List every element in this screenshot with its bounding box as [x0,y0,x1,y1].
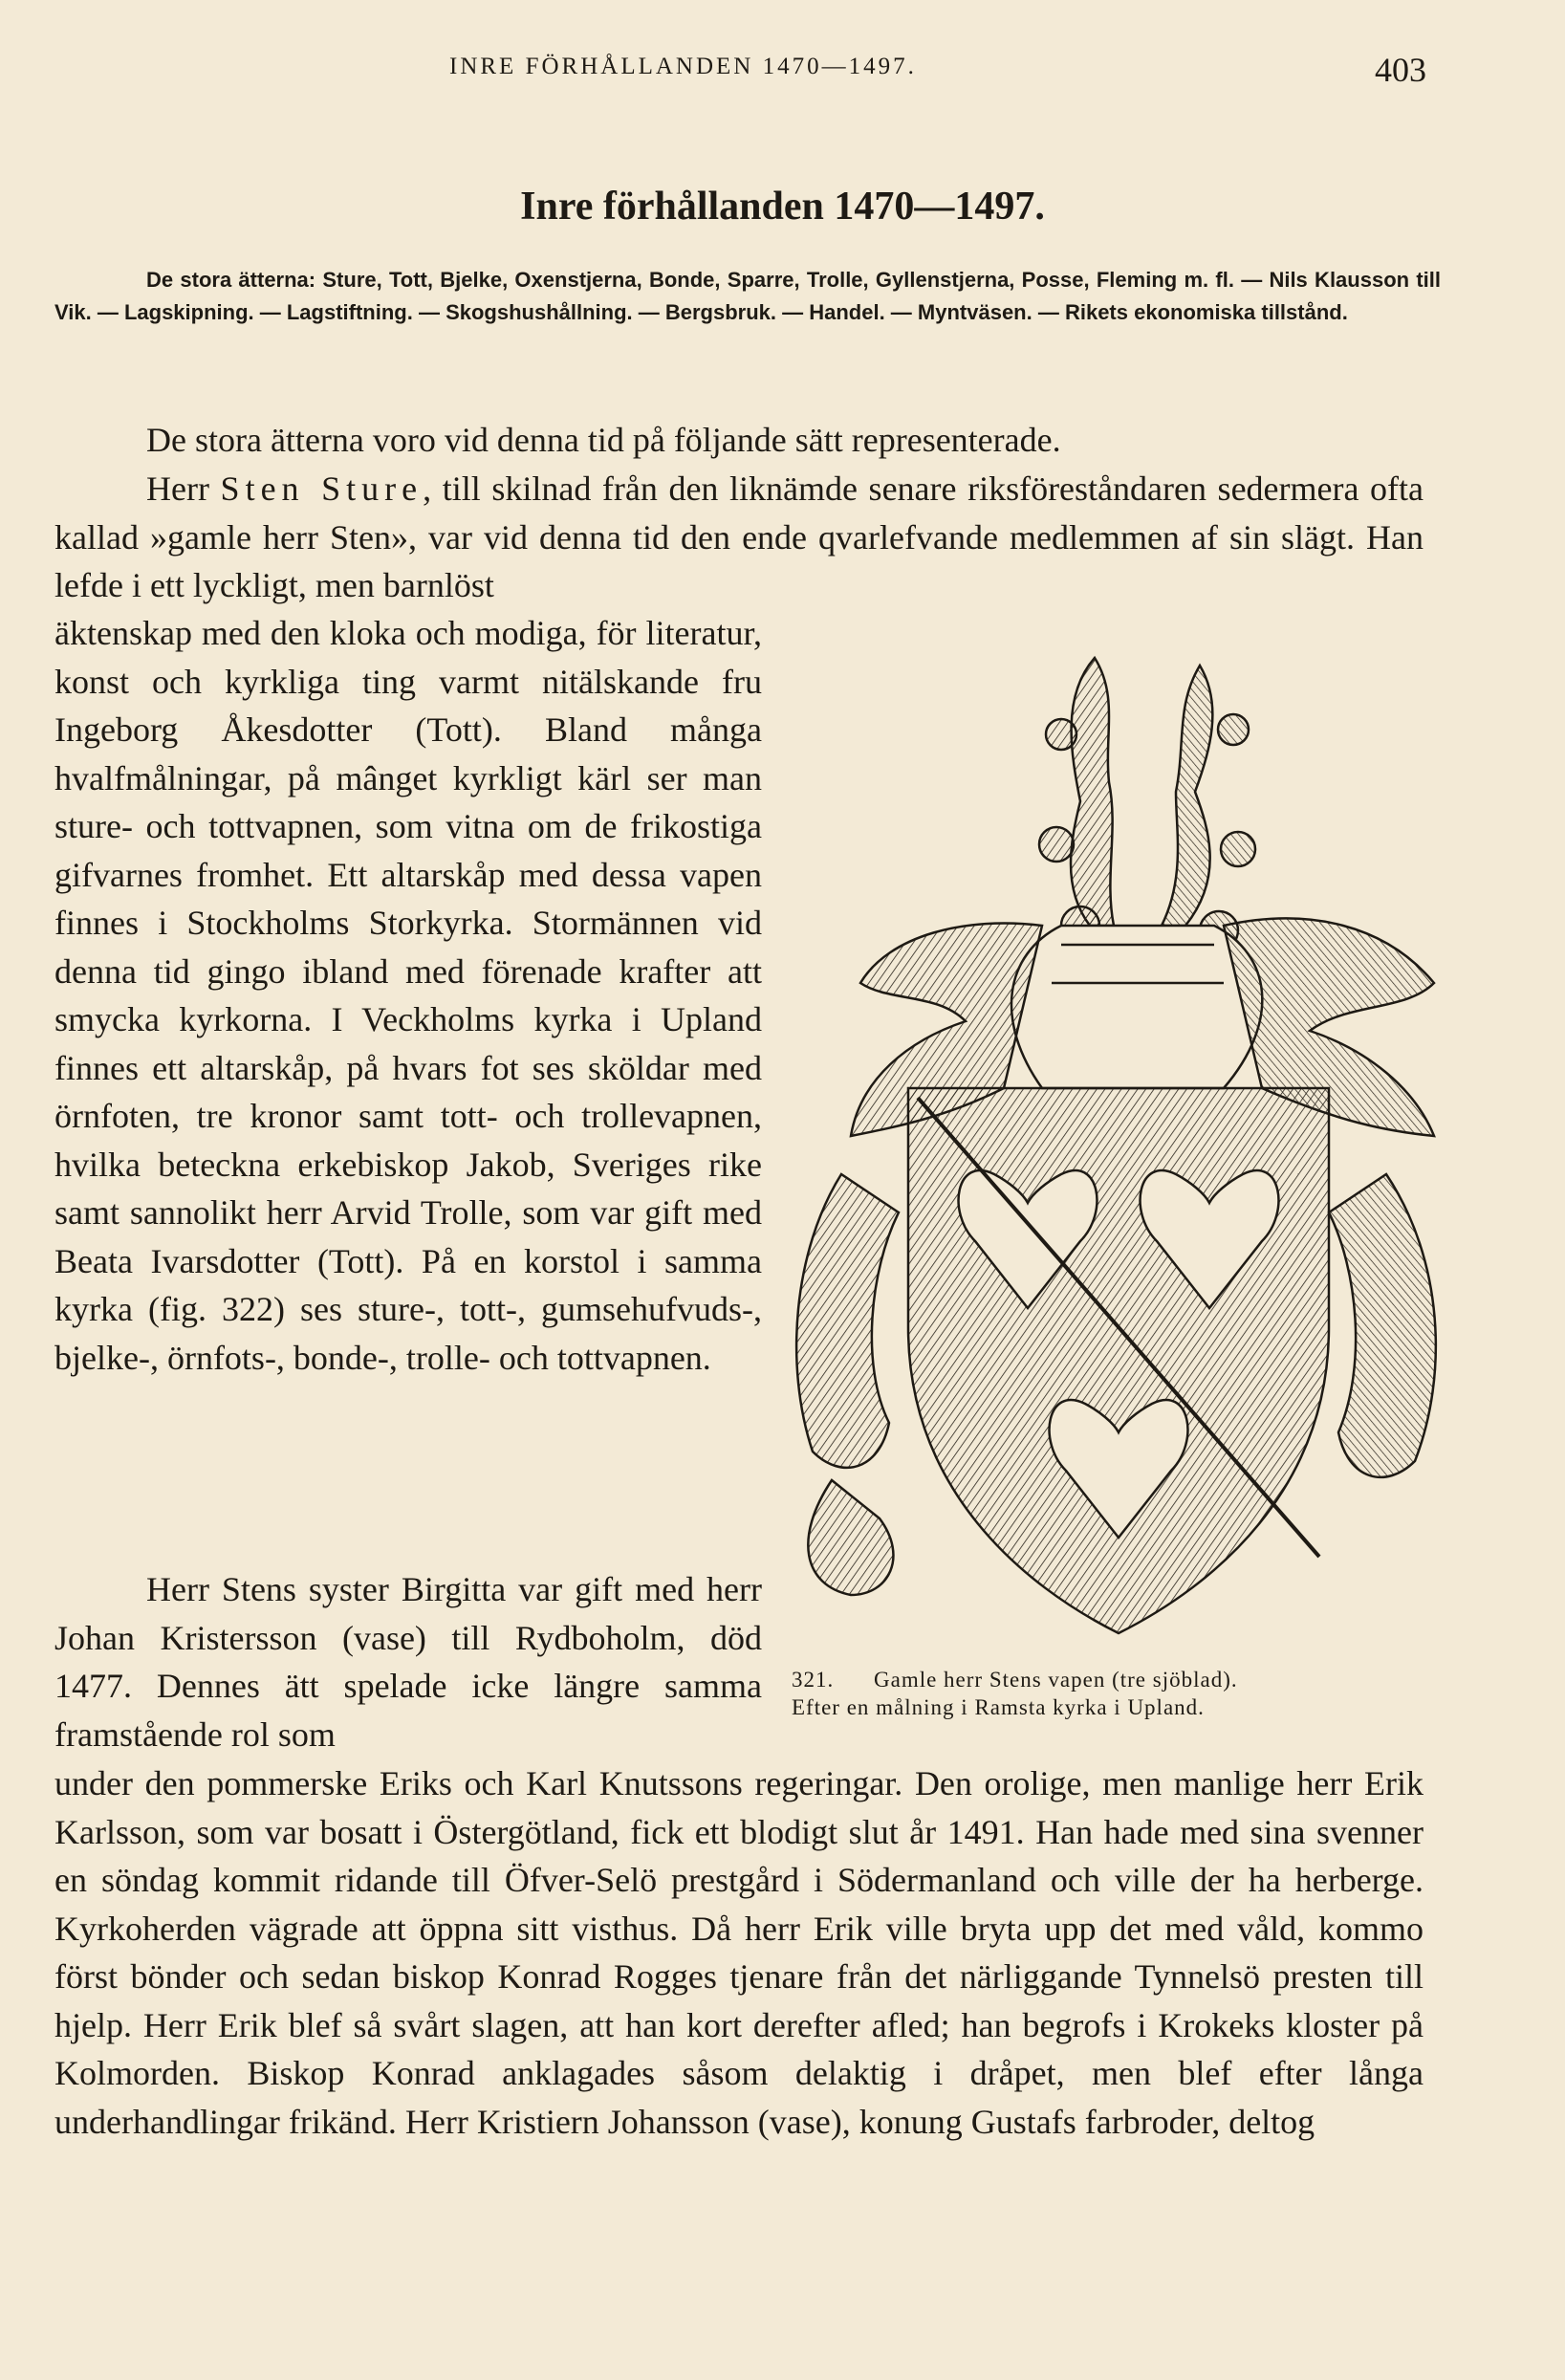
page-number: 403 [1375,51,1426,89]
figure-caption [792,1666,1461,1721]
paragraph-2-prefix: Herr [146,469,209,508]
paragraph-2-continuation: äktenskap med den kloka och modiga, för literatur, konst och kyrkliga ting varmt nitälskande fru Ingeborg Åkesdotter (Tott). Bland många hvalfmålningar, på mânget kyrkligt kärl ser man sture- och tottvapnen, som vitna om de frikostiga gifvarnes fromhet. Ett altarskåp med dessa vapen finnes i Stockholms Storkyrka. Stormännen vid denna tid gingo ibland med förenade krafter att smycka kyrkorna. I Veckholms kyrka i Upland finnes ett altarskåp, på hvars fot ses sköldar med örnfoten, tre kronor samt tott- och trollevapnen, hvilka beteckna erkebiskop Jakob, Sveriges rike samt sannolikt herr Arvid Trolle, som var gift med Beata Ivarsdotter (Tott). På en korstol i samma kyrka (fig. 322) ses sture-, tott-, gumsehufvuds-, bjelke-, örnfots-, bonde-, trolle- och tottvapnen. [54,614,762,1377]
chapter-title: Inre förhållanden 1470—1497. [520,185,1045,229]
paragraph-3-full: under den pommerske Eriks och Karl Knutssons regeringar. Den orolige, men manlige herr Erik Karlsson, som var bosatt i Östergötland, fick ett blodigt slut år 1491. Han hade med sina svenner en söndag kommit ridande till Öfver-Selö prestgård i Södermanland och ville der ha herberge. Kyrkoherden vägrade att öppna sitt visthus. Då herr Erik ville bryta upp det med våld, kommo först bönder och sedan biskop Konrad Rogges tjenare från det närliggande Tynnelsö presten till hjelp. Herr Erik blef så svårt slagen, att han kort derefter afled; han begrofs i Krokeks kloster på Kolmorden. Biskop Konrad anklagades såsom delaktig i dråpet, men blef efter långa underhandlingar frikänd. Herr Kristiern Johansson (vase), konung Gustafs farbroder, deltog [54,1764,1424,2141]
figure-number: 321. [792,1668,835,1692]
coat-of-arms-illustration [774,639,1453,1667]
caption-text-1: Gamle herr Stens vapen (tre sjöblad). [874,1668,1238,1692]
running-head: INRE FÖRHÅLLANDEN 1470—1497. [449,54,917,79]
paragraph-1: De stora ätterna voro vid denna tid på följande sätt representerade. [146,421,1061,459]
coat-of-arms-figure [774,639,1453,1667]
paragraph-3-narrow: Herr Stens syster Birgitta var gift med herr Johan Kristersson (vase) till Rydboholm, död 1477. Dennes ätt spelade icke längre samma framstående rol som [54,1570,762,1754]
paragraph-2-rest: , till skilnad från den liknämde senare riksföreståndaren sedermera ofta kallad »gamle herr Sten», var vid denna tid den ende qvarlefvande medlemmen af sin slägt. Han lefde i ett lyckligt, men barnlöst [54,469,1424,604]
caption-text-2: Efter en målning i Ramsta kyrka i Upland. [792,1695,1205,1719]
caption-line-1 [792,1666,1461,1693]
paragraph-2-intro [54,465,1424,610]
person-name-sten-sture: Sten Sture [220,469,424,508]
chapter-summary: De stora ätterna: Sture, Tott, Bjelke, Oxenstjerna, Bonde, Sparre, Trolle, Gyllenstjerna, Posse, Fleming m. fl. — Nils Klausson till Vik. — Lagskipning. — Lagstiftning. — Skogshushållning. — Bergsbruk. — Handel. — Myntväsen. — Rikets ekonomiska tillstånd. [54,268,1441,324]
page-header [0,51,1565,92]
